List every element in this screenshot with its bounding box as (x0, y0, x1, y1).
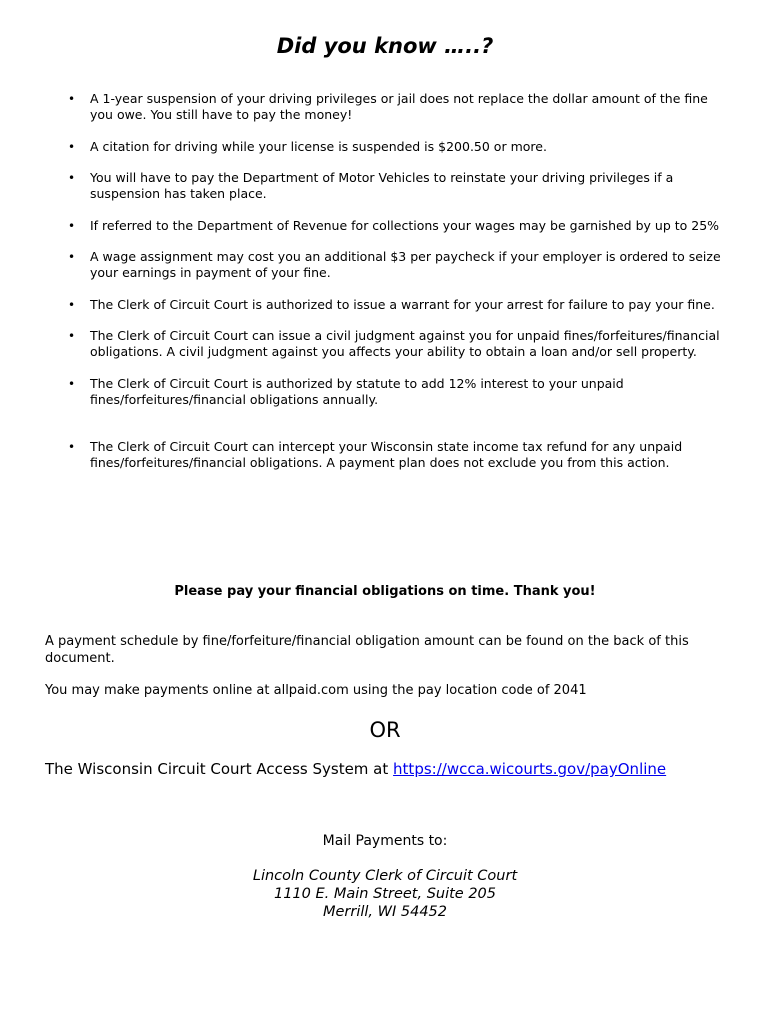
closing-statement: Please pay your financial obligations on time. Thank you! (174, 584, 596, 599)
address-line: Lincoln County Clerk of Circuit Court (252, 868, 518, 884)
fact-item: • The Clerk of Circuit Court is authorized to issue a warrant for your arrest for failure to pay your fine. (90, 297, 730, 313)
payment-schedule-note: A payment schedule by fine/forfeiture/financial obligation amount can be found on the back of this document. (45, 634, 689, 666)
fact-item: • The Clerk of Circuit Court can intercept your Wisconsin state income tax refund for any unpaid fines/forfeitures/financial obligations. A payment plan does not exclude you from this action. (90, 439, 730, 471)
address-line: 1110 E. Main Street, Suite 205 (273, 886, 497, 902)
facts-list (90, 91, 730, 486)
fact-item: • The Clerk of Circuit Court can issue a civil judgment against you for unpaid fines/forfeitures/financial obligations. A civil judgment against you affects your ability to obtain a loan and/or sell property. (90, 328, 730, 360)
address-line: Merrill, WI 54452 (322, 904, 447, 920)
fact-item: • If referred to the Department of Revenue for collections your wages may be garnished by up to 25% (90, 218, 730, 234)
fact-item: • A citation for driving while your license is suspended is $200.50 or more. (90, 139, 730, 155)
wcca-label: The Wisconsin Circuit Court Access System at (45, 760, 389, 778)
wcca-pay-online-link[interactable]: https://wcca.wicourts.gov/payOnline (393, 760, 667, 778)
mailing-address (0, 867, 770, 921)
fact-item: • A wage assignment may cost you an additional $3 per paycheck if your employer is ordered to seize your earnings in payment of your fine. (90, 249, 730, 281)
online-payment-note: You may make payments online at allpaid.com using the pay location code of 2041 (45, 683, 587, 698)
mail-payments-heading: Mail Payments to: (322, 833, 448, 849)
wcca-payment-line (45, 759, 745, 779)
fact-item: • A 1-year suspension of your driving privileges or jail does not replace the dollar amount of the fine you owe. You still have to pay the money! (90, 91, 730, 123)
fact-item: • The Clerk of Circuit Court is authorized by statute to add 12% interest to your unpaid fines/forfeitures/financial obligations annually. (90, 376, 730, 408)
or-separator: OR (369, 718, 401, 742)
page-title: Did you know …..? (276, 34, 494, 58)
fact-item: • You will have to pay the Department of Motor Vehicles to reinstate your driving privileges if a suspension has taken place. (90, 170, 730, 202)
